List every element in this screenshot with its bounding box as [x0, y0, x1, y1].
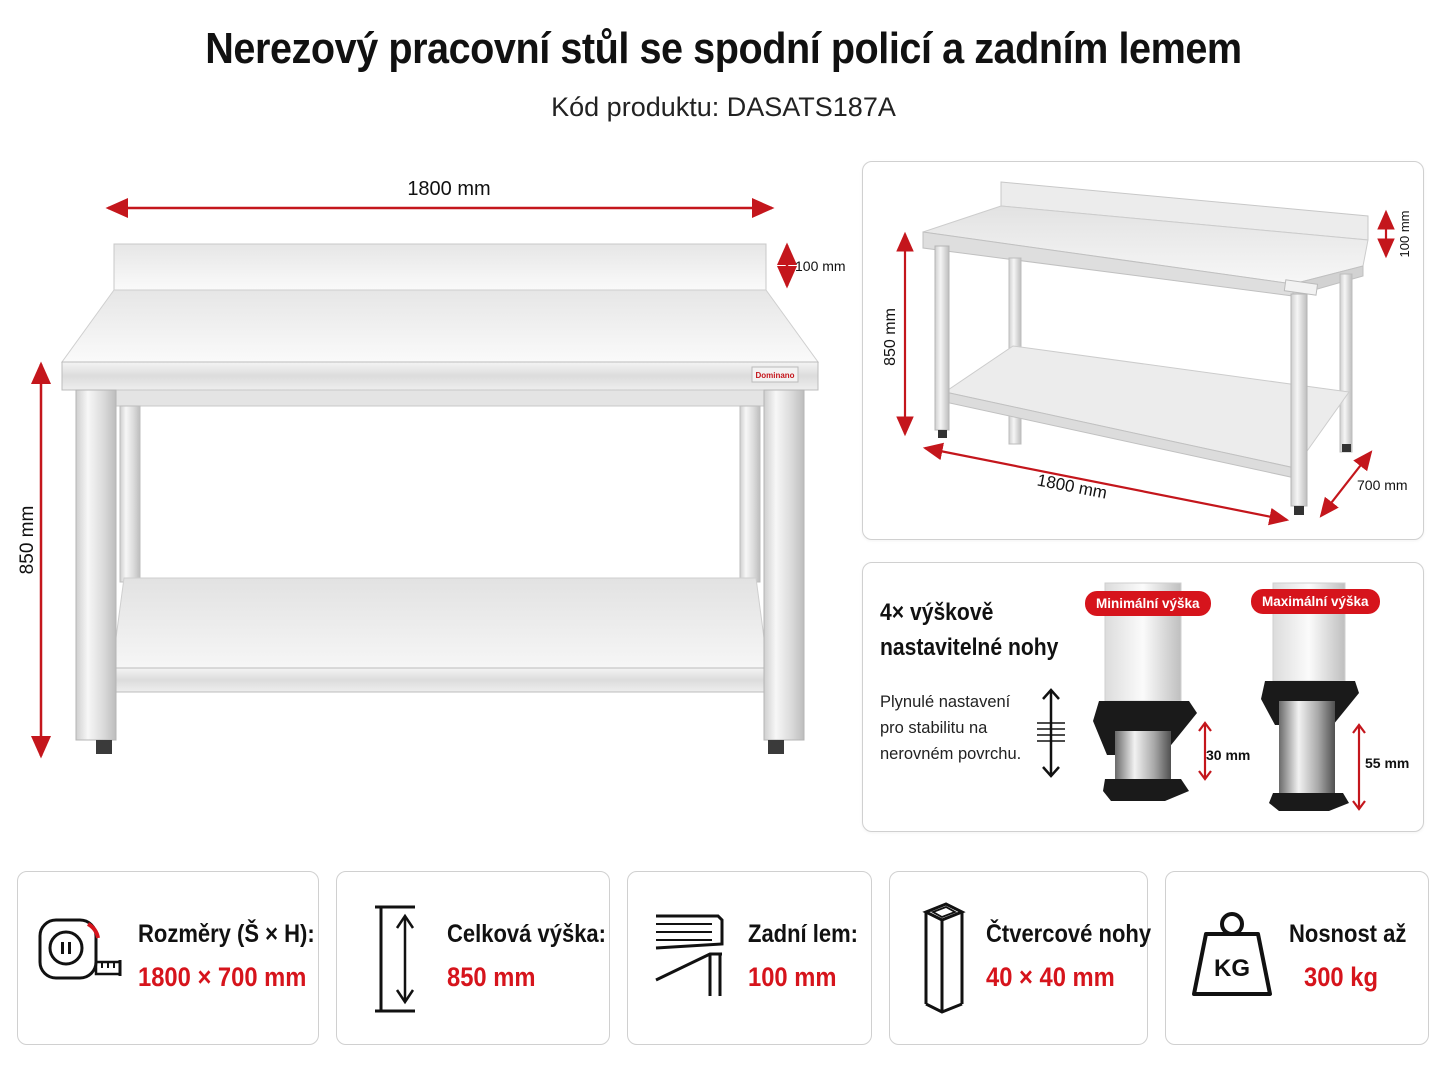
front-right-leg [1291, 294, 1307, 506]
legs-description: Plynulé nastavení pro stabilitu na nerovném povrchu. [880, 693, 1022, 763]
adjust-arrows-icon [1033, 687, 1069, 779]
width-dimension-label: 1800 mm [407, 178, 491, 200]
spec-card-dimensions [17, 871, 319, 1045]
back-left-leg [120, 406, 140, 582]
spec-label: Celková výška: [447, 920, 607, 948]
backsplash-icon [652, 910, 728, 1000]
perspective-view-panel [862, 161, 1424, 540]
worktop-surface [62, 290, 818, 362]
worktop-frame [98, 390, 780, 406]
weight-icon-text: KG [1214, 955, 1250, 982]
spec-card-backsplash [627, 871, 872, 1045]
spec-label: Zadní lem: [748, 920, 859, 948]
front-left-foot [96, 740, 112, 754]
max-height-value: 55 mm [1365, 755, 1410, 771]
spec-card-load [1165, 871, 1429, 1045]
front-left-leg [76, 390, 116, 740]
foot [1342, 444, 1351, 452]
front-left-leg [935, 246, 949, 430]
height-dimension-label: 850 mm [882, 308, 899, 366]
foot [938, 430, 947, 438]
spec-label: Čtvercové nohy [986, 920, 1152, 948]
foot [1294, 506, 1304, 515]
page-title: Nerezový pracovní stůl se spodní policí a zadním lemem [205, 24, 1242, 73]
front-right-leg [764, 390, 804, 740]
lower-shelf [112, 578, 768, 668]
height-arrow-icon [371, 904, 419, 1014]
lower-shelf-edge [112, 668, 768, 692]
adjustable-legs-panel [862, 562, 1424, 832]
weight-kg-icon [1192, 910, 1272, 1000]
table-front-view [0, 160, 860, 810]
back-right-leg [1340, 274, 1352, 452]
backsplash-dimension-label: 100 mm [1397, 210, 1412, 258]
height-dimension-label: 850 mm [17, 505, 38, 575]
worktop-front-edge [62, 362, 818, 390]
spec-value: 1800 × 700 mm [138, 962, 307, 992]
spec-label: Rozměry (Š × H): [138, 920, 315, 948]
spec-value: 300 kg [1304, 962, 1378, 992]
depth-dimension-label: 700 mm [1357, 477, 1408, 493]
backsplash-dimension-label: 100 mm [795, 258, 846, 274]
back-right-leg [740, 406, 760, 582]
legs-title: 4× výškově nastavitelné nohy [880, 599, 1059, 661]
spec-label: Nosnost až [1289, 920, 1407, 948]
width-dimension-label: 1800 mm [1035, 470, 1109, 503]
table-perspective-view [863, 162, 1423, 539]
backsplash [114, 244, 766, 290]
max-height-badge: Maximální výška [1251, 589, 1380, 614]
spec-card-legs [889, 871, 1152, 1045]
tape-measure-icon [36, 916, 126, 986]
spec-card-height [336, 871, 610, 1045]
min-height-value: 30 mm [1206, 747, 1251, 763]
square-leg-icon [920, 900, 968, 1016]
spec-value: 100 mm [748, 962, 837, 992]
brand-logo-text: Dominano [755, 371, 795, 380]
spec-value: 850 mm [447, 962, 536, 992]
front-right-foot [768, 740, 784, 754]
max-height-leg-image [1259, 581, 1409, 817]
product-code: Kód produktu: DASATS187A [551, 92, 896, 122]
spec-value: 40 × 40 mm [986, 962, 1115, 992]
min-height-badge: Minimální výška [1085, 591, 1211, 616]
